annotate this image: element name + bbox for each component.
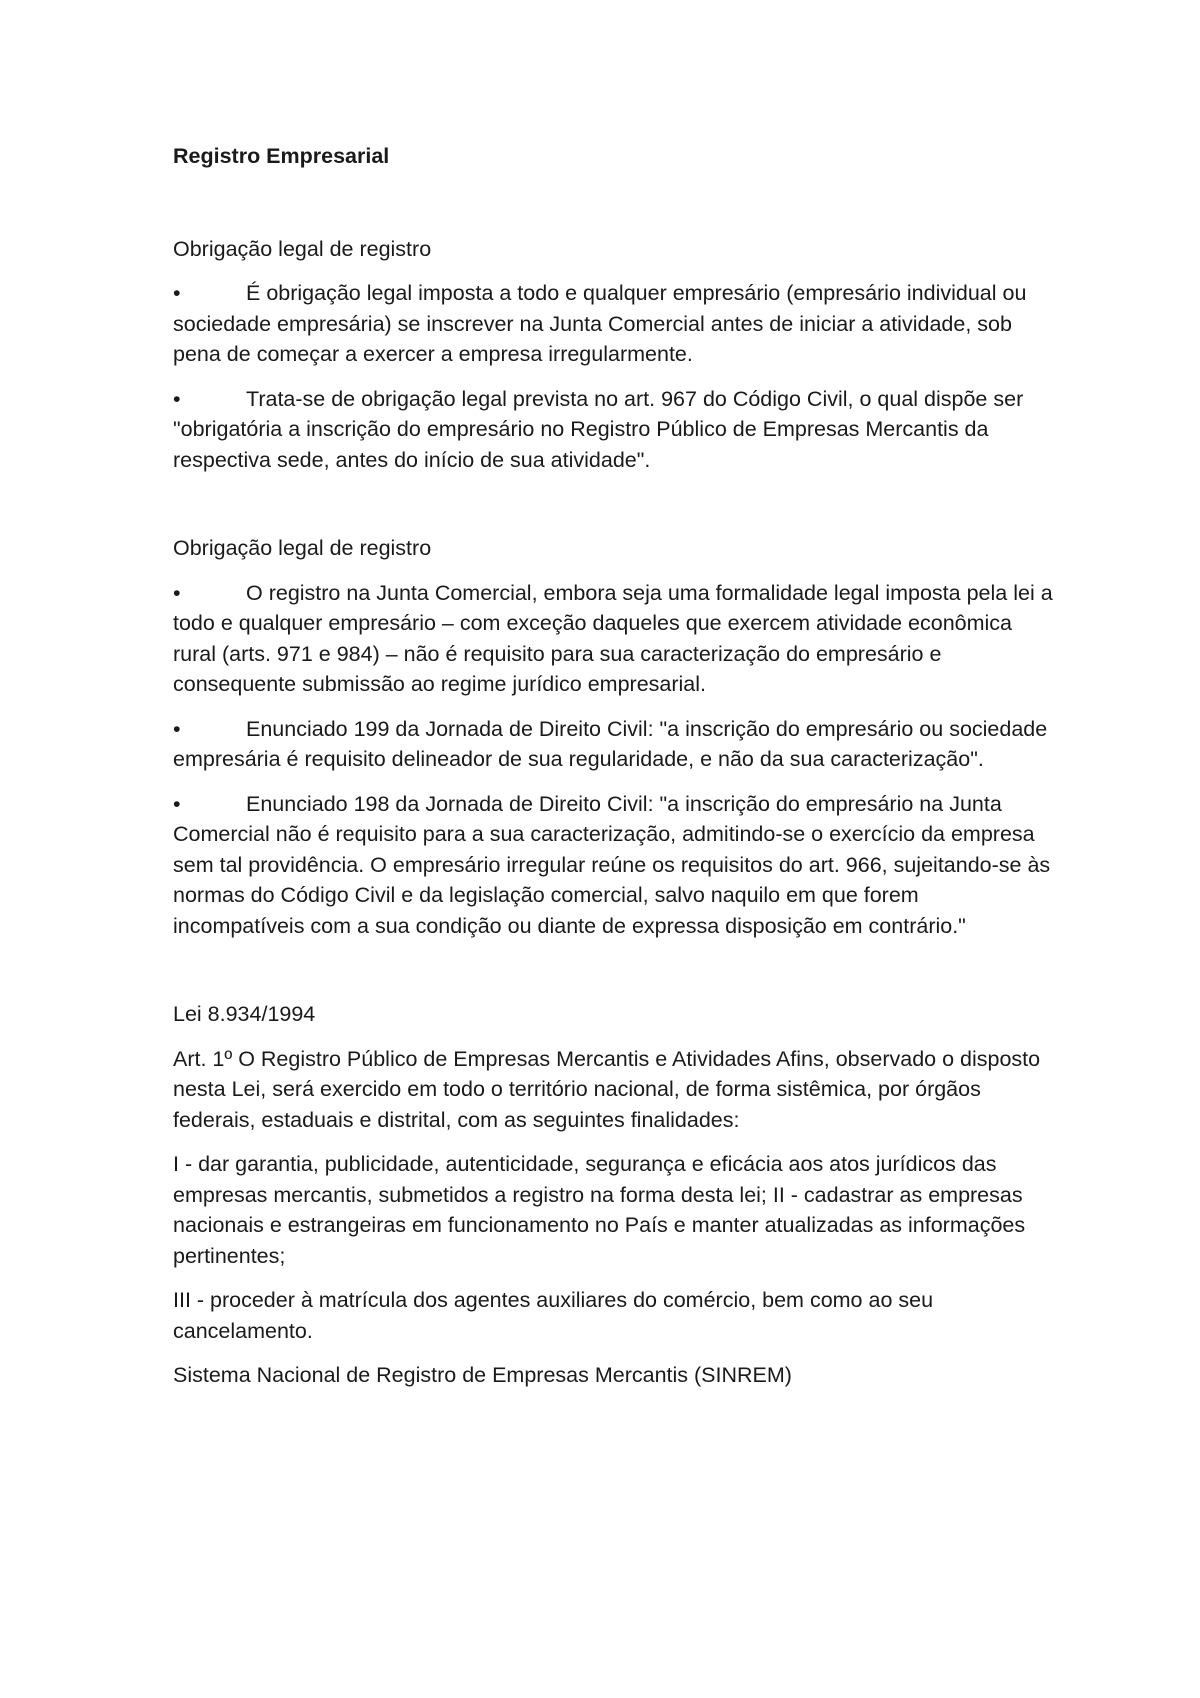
bullet-text: Trata-se de obrigação legal prevista no art. 967 do Código Civil, o qual dispõe ser "obrigatória a inscrição do empresário no Registro Público de Empresas Mercantis da respectiva sede, antes do início de sua atividade". bbox=[173, 386, 1024, 472]
law-paragraph: Art. 1º O Registro Público de Empresas Mercantis e Atividades Afins, observado o disposto nesta Lei, será exercido em todo o território nacional, de forma sistêmica, por órgãos federais, estaduais e distrital, com as seguintes finalidades: bbox=[173, 1046, 1041, 1132]
bullet-text: O registro na Junta Comercial, embora seja uma formalidade legal imposta pela lei a todo e qualquer empresário – com exceção daqueles que exercem atividade econômica rural (arts. 971 e 984) – não é requisito para sua caracterização do empresário e consequente submissão ao regime jurídico empresarial. bbox=[173, 580, 1053, 696]
law-paragraph: Sistema Nacional de Registro de Empresas Mercantis (SINREM) bbox=[173, 1363, 792, 1387]
section-spacer bbox=[173, 955, 1053, 999]
document-title: Registro Empresarial bbox=[173, 144, 390, 168]
bullet-text: Enunciado 198 da Jornada de Direito Civil: "a inscrição do empresário na Junta Comercial não é requisito para a sua caracterização, admitindo-se o exercício da empresa sem tal providência. O empresário irregular reúne os requisitos do art. 966, sujeitando-se às normas do Código Civil e da legislação comercial, salvo naquilo em que forem incompatíveis com a sua condição ou diante de expressa disposição em contrário." bbox=[173, 791, 1051, 938]
law-paragraph: III - proceder à matrícula dos agentes auxiliares do comércio, bem como ao seu cancelamento. bbox=[173, 1288, 934, 1343]
law-heading: Lei 8.934/1994 bbox=[173, 1002, 316, 1026]
law-section bbox=[173, 999, 1053, 1391]
bullet-text: É obrigação legal imposta a todo e qualquer empresário (empresário individual ou sociedade empresária) se inscrever na Junta Comercial antes de iniciar a atividade, sob pena de começar a exercer a empresa irregularmente. bbox=[173, 281, 1027, 366]
section-heading: Obrigação legal de registro bbox=[173, 236, 432, 261]
document-page bbox=[173, 141, 1053, 1405]
bullet-text: Enunciado 199 da Jornada de Direito Civil: "a inscrição do empresário ou sociedade empresária é requisito delineador de sua regularidade, e não da sua caracterização". bbox=[173, 716, 1048, 771]
bullet-mark: • bbox=[173, 580, 181, 605]
section-spacer bbox=[173, 489, 1053, 533]
section-2 bbox=[173, 533, 1053, 941]
bullet-item bbox=[173, 278, 1053, 370]
bullet-item bbox=[173, 789, 1053, 942]
bullet-mark: • bbox=[173, 386, 181, 411]
bullet-item bbox=[173, 714, 1053, 775]
bullet-mark: • bbox=[173, 716, 181, 741]
bullet-item bbox=[173, 578, 1053, 700]
bullet-mark: • bbox=[173, 791, 181, 816]
bullet-item bbox=[173, 384, 1053, 476]
bullet-mark: • bbox=[173, 281, 181, 305]
section-1 bbox=[173, 234, 1053, 476]
law-paragraph: I - dar garantia, publicidade, autenticidade, segurança e eficácia aos atos jurídicos das empresas mercantis, submetidos a registro na forma desta lei; II - cadastrar as empresas nacionais e estrangeiras em funcionamento no País e manter atualizadas as informações pertinentes; bbox=[173, 1152, 1026, 1268]
section-heading: Obrigação legal de registro bbox=[173, 536, 432, 560]
